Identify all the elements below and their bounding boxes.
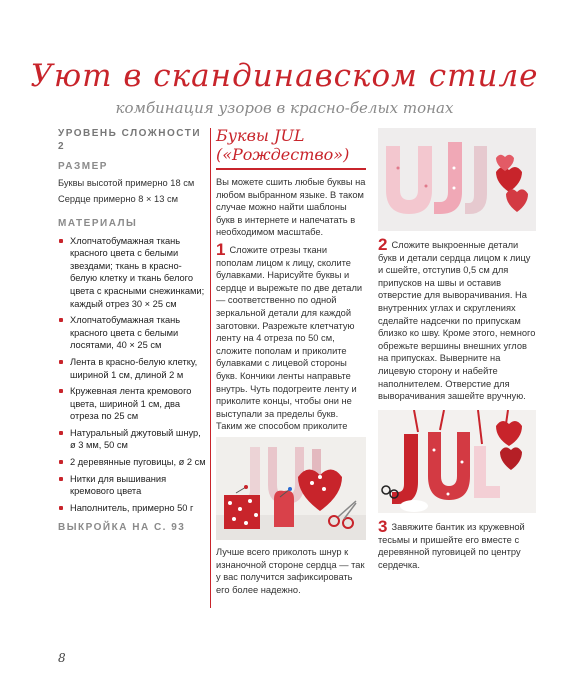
step-text: Сложите выкроенные детали букв и детали сердца лицом к лицу и сшейте, отступив 0,5 см для припусков на швы и оставив отверстие для выворачивания. На внутренних углах и скруглениях сделайте надсечки по припускам близко ко шву. Кроме этого, немного обрежьте вершины внешних углов на припусках. Выверните на лицевую сторону и набейте наполнителем. Отверстие для выворачивания зашейте вручную.: [378, 240, 536, 402]
list-item: 2 деревянные пуговицы, ø 2 см: [58, 456, 208, 469]
photo-pinned-letters: [216, 437, 366, 540]
section-title: Буквы JUL: [216, 126, 305, 145]
step-2: [378, 235, 536, 403]
materials-column: [58, 128, 208, 535]
step-text: Завяжите бантик из кружевной тесьмы и пришейте его вместе с деревянной пуговицей по центру сердечка.: [378, 522, 525, 570]
column-divider: [210, 128, 211, 608]
page-title: Уют в скандинавском стиле: [30, 58, 539, 94]
section-title-sub: («Рождество»): [216, 145, 350, 164]
title-underline: [216, 168, 366, 170]
photo-fabric-letters: [378, 128, 536, 231]
intro-text: Вы можете сшить любые буквы на любом выбранном языке. В таком случае можно найти шаблоны букв в интернете и напечатать в необходимом масштабе.: [216, 177, 366, 238]
materials-heading: МАТЕРИАЛЫ: [58, 217, 138, 229]
instructions-column: [216, 126, 366, 445]
materials-list: [58, 235, 208, 515]
list-item: Наполнитель, примерно 50 г: [58, 502, 208, 515]
list-item: Кружевная лента кремового цвета, шириной 1 см, два отреза по 25 см: [58, 385, 208, 423]
difficulty-level: УРОВЕНЬ СЛОЖНОСТИ 2: [58, 128, 202, 152]
list-item: Хлопчатобумажная ткань красного цвета с белыми лосятами, 40 × 25 см: [58, 314, 208, 352]
step-number: 2: [378, 235, 388, 254]
step-number: 1: [216, 239, 226, 259]
step-text: Сложите отрезы ткани пополам лицом к лицу, сколите булавками. Нарисуйте буквы и сердце и вырежьте по две детали — соответственно по одной зеркальной детали для каждой заготовки. Разрежьте клетчатую ленту на 4 отреза по 50 см, сложите пополам и приколите булавками с лицевой стороны букв. Кончики ленты направьте внутрь. Чуть подогреите ленту и приколите концы, чтобы они не выступали за пределы букв. Таким же способом приколите: [216, 244, 363, 432]
finished-garland-illustration: [378, 410, 536, 513]
list-item: Нитки для вышивания кремового цвета: [58, 473, 208, 498]
fabric-letters-illustration: [378, 128, 536, 231]
list-item: Лента в красно-белую клетку, шириной 1 см, длиной 2 м: [58, 356, 208, 381]
page-number: 8: [58, 651, 66, 665]
pattern-reference: ВЫКРОЙКА НА С. 93: [58, 522, 186, 534]
size-line: Сердце примерно 8 × 13 см: [58, 194, 178, 205]
list-item: Хлопчатобумажная ткань красного цвета с белыми звездами; ткань в красно-белую клетку и ткань белого цвета с красными снежинками; каждый отрез 30 × 25 см: [58, 235, 208, 311]
step-1: [216, 239, 366, 446]
step-3: [378, 517, 536, 571]
page-subtitle: комбинация узоров в красно-белых тонах: [115, 99, 454, 117]
step-number: 3: [378, 517, 388, 536]
pinned-letters-illustration: [216, 437, 366, 540]
photo-finished-garland: [378, 410, 536, 513]
photo-caption: Лучше всего приколоть шнур к изнаночной стороне сердца — так у вас получится зафиксировать его более надежно.: [216, 547, 365, 595]
size-line: Буквы высотой примерно 18 см: [58, 177, 195, 188]
list-item: Натуральный джутовый шнур, ø 3 мм, 50 см: [58, 427, 208, 452]
size-heading: РАЗМЕР: [58, 161, 108, 173]
